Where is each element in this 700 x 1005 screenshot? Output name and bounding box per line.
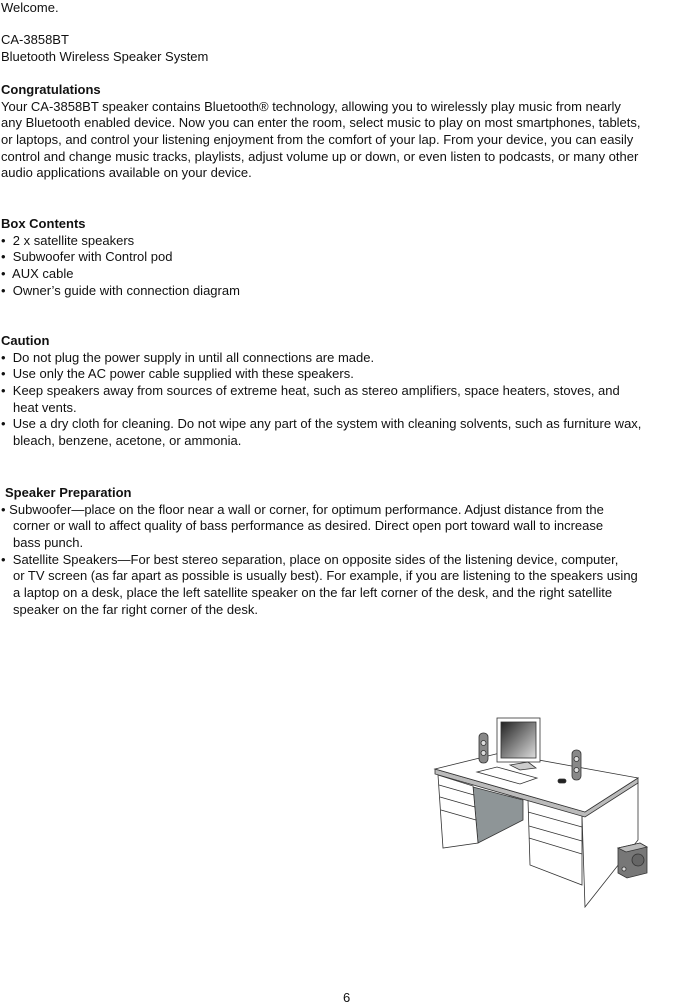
speaker-preparation-section (1, 485, 638, 619)
product-name: Bluetooth Wireless Speaker System (1, 49, 209, 64)
paragraph-line: any Bluetooth enabled device. Now you can enter the room, select music to play on most smartphones, tablets, (1, 115, 641, 131)
list-item-continued: corner or wall to affect quality of bass performance as desired. Direct open port toward wall to increase (13, 518, 604, 534)
subwoofer-icon (618, 843, 647, 878)
speaker-preparation-heading: Speaker Preparation (5, 485, 132, 500)
paragraph-line: or laptops, and control your listening enjoyment from the comfort of your lap. From your device, you can easily (1, 132, 634, 148)
list-item: • Do not plug the power supply in until all connections are made. (1, 349, 375, 365)
paragraph-line: control and change music tracks, playlists, adjust volume up or down, or even listen to podcasts, or many other (1, 148, 639, 164)
list-item: • AUX cable (1, 266, 74, 282)
list-item-continued: heat vents. (13, 399, 77, 415)
desk (435, 753, 638, 907)
list-item-continued: or TV screen (as far apart as possible is usually best). For example, if you are listening to the speakers using (13, 568, 638, 584)
list-item-continued: speaker on the far right corner of the desk. (13, 601, 258, 617)
list-item: • Satellite Speakers—For best stereo separation, place on opposite sides of the listening device, computer, (1, 551, 619, 567)
control-pod-icon (558, 779, 566, 783)
list-item: • Keep speakers away from sources of extreme heat, such as stereo amplifiers, space heaters, stoves, and (1, 383, 620, 399)
list-item-continued: bleach, benzene, acetone, or ammonia. (13, 433, 242, 449)
list-item: • Use only the AC power cable supplied with these speakers. (1, 366, 354, 382)
list-item: • 2 x satellite speakers (1, 232, 135, 248)
box-contents-heading: Box Contents (1, 216, 86, 231)
box-contents-section (1, 216, 240, 299)
paragraph-line: audio applications available on your device. (1, 165, 252, 181)
page-number: 6 (343, 990, 351, 1005)
list-item-continued: a laptop on a desk, place the left satellite speaker on the far left corner of the desk, and the right satellite (13, 585, 613, 601)
list-item: • Use a dry cloth for cleaning. Do not wipe any part of the system with cleaning solvents, such as furniture wax, (1, 416, 642, 432)
congratulations-heading: Congratulations (1, 82, 101, 97)
caution-section (1, 333, 641, 450)
desk-speaker-placement-illustration (400, 700, 700, 920)
list-item: • Owner’s guide with connection diagram (1, 282, 240, 298)
speaker-right-icon (572, 750, 581, 780)
list-item: • Subwoofer with Control pod (1, 249, 173, 265)
monitor-icon (497, 718, 540, 770)
caution-heading: Caution (1, 333, 50, 348)
congratulations-section (1, 82, 641, 182)
model-number: CA-3858BT (1, 32, 69, 47)
paragraph-line: Your CA-3858BT speaker contains Bluetooth® technology, allowing you to wirelessly play music from nearly (1, 98, 621, 114)
list-item: • Subwoofer—place on the floor near a wall or corner, for optimum performance. Adjust distance from the (1, 501, 604, 517)
welcome-heading: Welcome. (1, 0, 59, 15)
list-item-continued: bass punch. (13, 535, 84, 551)
speaker-left-icon (479, 733, 488, 763)
